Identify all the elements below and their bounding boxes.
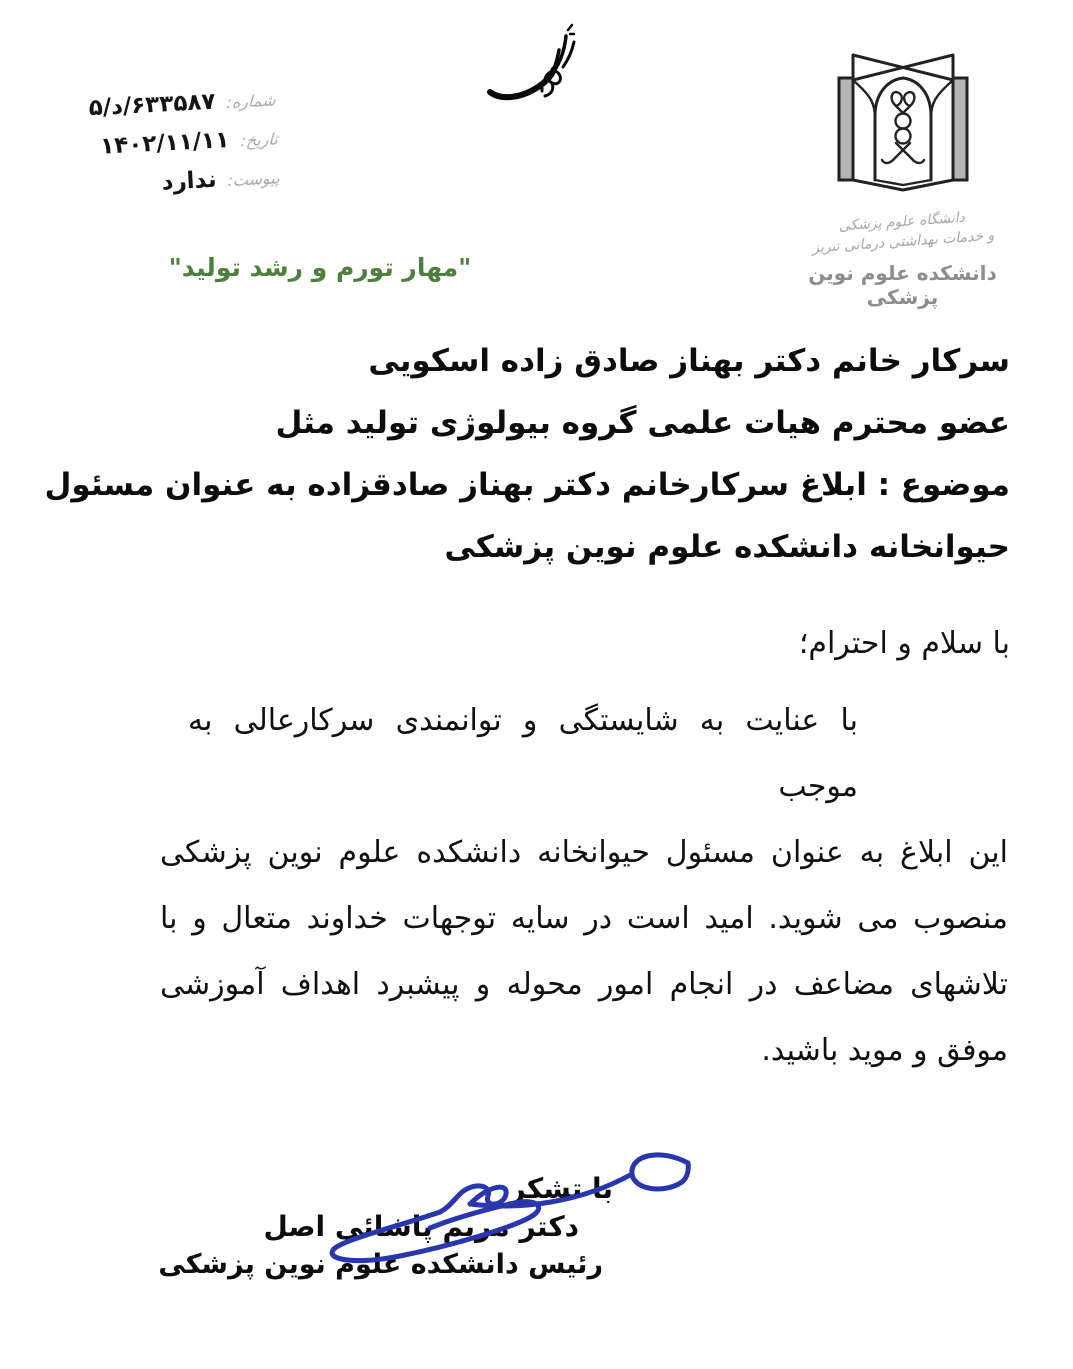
number-label: شماره: (226, 90, 277, 113)
attachment-value: ندارد (160, 166, 218, 196)
body-line: با عنایت به شایستگی و توانمندی سرکارعالی به موجب (188, 703, 858, 804)
recipient-title-line: عضو محترم هیات علمی گروه بیولوژی تولید مثل (275, 405, 1010, 441)
date-value: ۱۴۰۲/۱۱/۱۱ (99, 127, 230, 160)
salutation (160, 626, 1010, 661)
bismillah-calligraphy-icon (484, 22, 599, 112)
body-line: این ابلاغ به عنوان مسئول حیوانخانه دانشکده علوم نوین پزشکی (160, 835, 1008, 870)
letterhead-logo (775, 50, 1030, 309)
recipient-block (44, 330, 1010, 578)
handwritten-signature-stroke (295, 1133, 715, 1283)
body-line: موفق و موید باشید. (761, 1033, 1008, 1068)
year-slogan: "مهار تورم و رشد تولید" (168, 253, 472, 282)
meta-number-row (25, 86, 276, 125)
letter-body (160, 688, 1008, 1084)
meta-date-row (27, 124, 278, 163)
university-line1: دانشگاه علوم پزشکی (838, 209, 966, 235)
body-line: تلاشهای مضاعف در انجام امور محوله و پیشبرد اهداف آموزشی (160, 967, 1008, 1002)
letter-meta-block (25, 86, 281, 216)
number-value: ۵/د/۶۳۳۵۸۷ (88, 88, 217, 122)
signer-title: رئیس دانشکده علوم نوین پزشکی (158, 1249, 603, 1280)
body-line: منصوب می شوید. امید است در سایه توجهات خداوند متعال و با (160, 901, 1008, 936)
faculty-logo-book-icon (833, 50, 973, 210)
subject-line-1: موضوع : ابلاغ سرکارخانم دکتر بهناز صادقزاده به عنوان مسئول (44, 467, 1010, 503)
dna-helix-icon (882, 92, 924, 163)
date-label: تاریخ: (239, 129, 279, 151)
university-line2: و خدمات بهداشتی درمانی تبریز (811, 227, 995, 257)
attachment-label: پیوست: (227, 168, 281, 191)
recipient-name-line: سرکار خانم دکتر بهناز صادق زاده اسکویی (368, 343, 1010, 379)
university-calligraphy (774, 203, 1031, 261)
signer-name: دکتر مریم پاشائی اصل (263, 1210, 579, 1243)
salutation-text: با سلام و احترام؛ (798, 626, 1010, 661)
subject-line-2: حیوانخانه دانشکده علوم نوین پزشکی (444, 529, 1010, 565)
faculty-name: دانشکده علوم نوین پزشکی (808, 260, 997, 309)
meta-attachment-row (29, 163, 280, 202)
signature-thanks: با تشکر (509, 1172, 613, 1205)
